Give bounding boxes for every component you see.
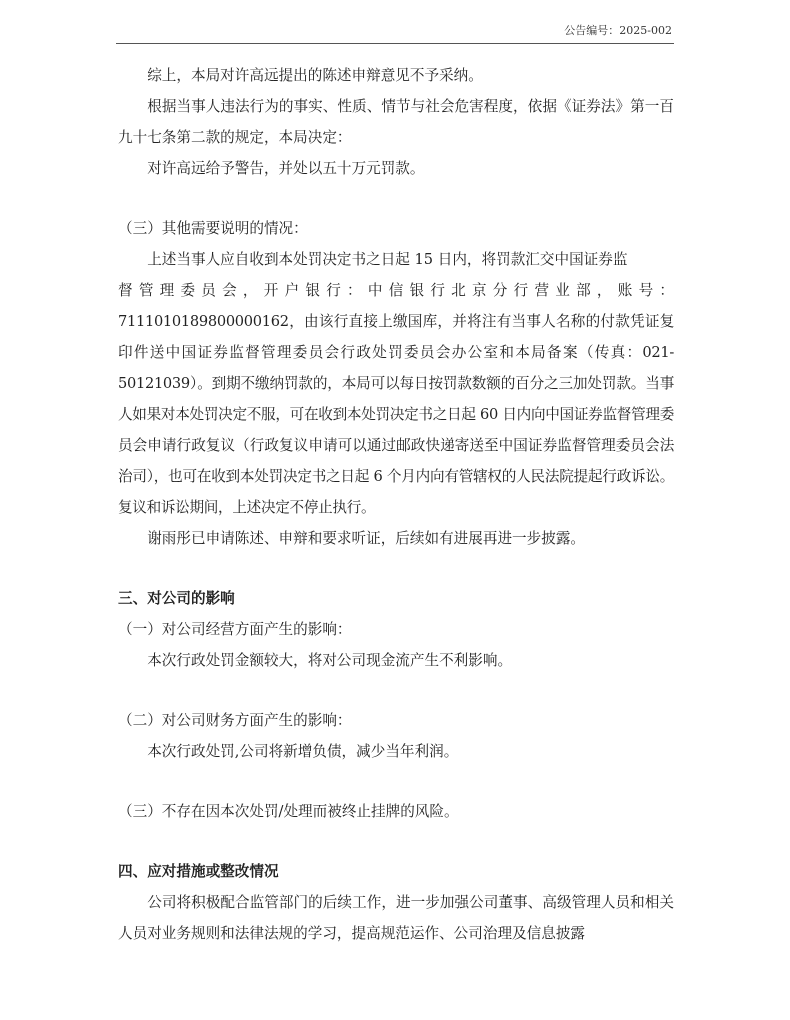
subheading-other-notes: （三）其他需要说明的情况： [118, 220, 308, 237]
section-title-impact: 三、对公司的影响 [118, 590, 235, 607]
paragraph-basis: 根据当事人违法行为的事实、性质、情节与社会危害程度，依据《证券法》第一百九十七条第二款的规定，本局决定： [118, 98, 674, 146]
paragraph-finance-impact: 本次行政处罚,公司将新增负债，减少当年利润。 [147, 743, 459, 760]
subheading-operations-impact: （一）对公司经营方面产生的影响： [118, 621, 352, 638]
paragraph-payment-rest: 7111010189800000162，由该行直接上缴国库，并将注有当事人名称的付款凭证复印件送中国证券监督管理委员会行政处罚委员会办公室和本局备案（传真：021-50121039）。到期不缴纳罚款的，本局可以每日按罚款数额的百分之三加处罚款。当事人如果对本处罚决定不服，可在收到本处罚决定书之日起 60 日内向中国证券监督管理委员会申请行政复议（行政复议申请可以通过邮政快递寄送至中国证券监督管理委员会法治司），也可在收到本处罚决定书之日起 6 个月内向有管辖权的人民法院提起行政诉讼。复议和诉讼期间，上述决定不停止执行。 [118, 313, 674, 516]
paragraph-hearing: 谢雨彤已申请陈述、申辩和要求听证，后续如有进展再进一步披露。 [147, 530, 586, 547]
paragraph-payment-line2: 督管理委员会，开户银行：中信银行北京分行营业部，账号： [118, 282, 674, 299]
header-rule [116, 43, 674, 44]
subheading-delisting-risk: （三）不存在因本次处罚/处理而被终止挂牌的风险。 [118, 803, 459, 820]
paragraph-conclusion: 综上，本局对许高远提出的陈述申辩意见不予采纳。 [147, 67, 483, 84]
section-title-measures: 四、应对措施或整改情况 [118, 863, 279, 880]
subheading-finance-impact: （二）对公司财务方面产生的影响： [118, 712, 352, 729]
paragraph-penalty: 对许高远给予警告，并处以五十万元罚款。 [147, 160, 425, 177]
paragraph-operations-impact: 本次行政处罚金额较大，将对公司现金流产生不利影响。 [147, 652, 513, 669]
announcement-number: 公告编号：2025-002 [564, 24, 672, 37]
paragraph-measures: 公司将积极配合监管部门的后续工作，进一步加强公司董事、高级管理人员和相关人员对业务规则和法律法规的学习，提高规范运作、公司治理及信息披露 [118, 894, 674, 942]
paragraph-payment-line1: 上述当事人应自收到本处罚决定书之日起 15 日内，将罚款汇交中国证券监 [147, 251, 628, 268]
document-body [118, 60, 674, 949]
